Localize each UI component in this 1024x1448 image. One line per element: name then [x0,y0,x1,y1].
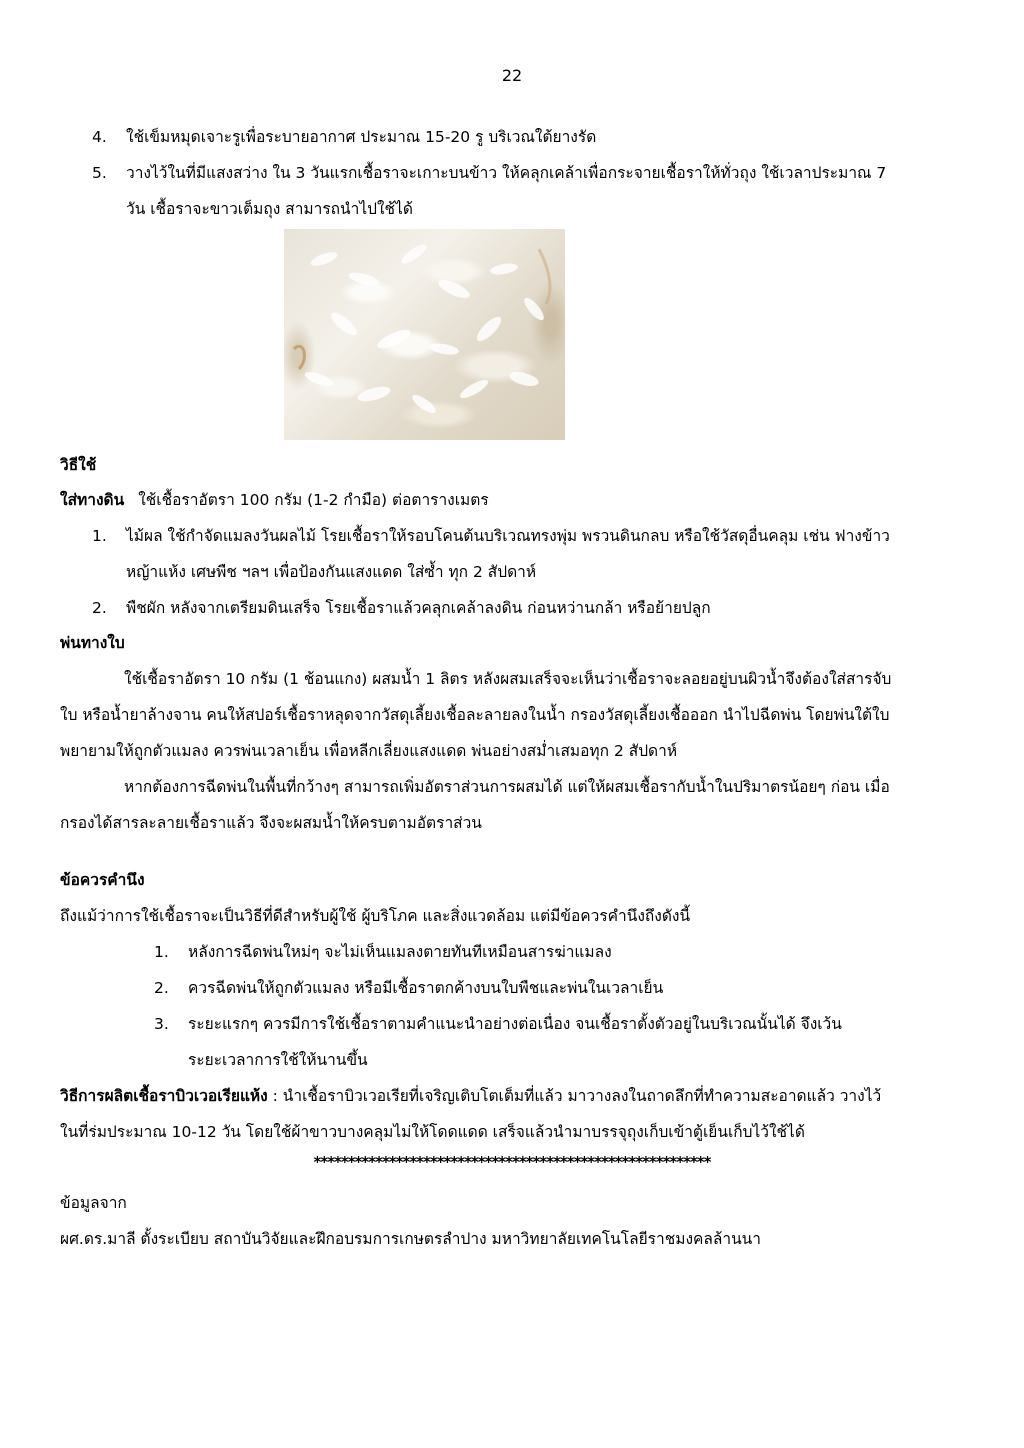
step-text: ใช้เข็มหมุดเจาะรูเพื่อระบายอากาศ ประมาณ 15-20 รู บริเวณใต้ยางรัด [126,128,597,146]
soil-text: ใช้เชื้อราอัตรา 100 กรัม (1-2 กำมือ) ต่อตารางเมตร [138,491,489,509]
step-number: 5. [92,164,107,182]
leaf-spray-heading: พ่นทางใบ [60,634,125,652]
list-item [92,595,711,620]
list-item [154,939,612,964]
list-number: 1. [92,527,107,545]
dry-method-label: วิธีการผลิตเชื้อราบิวเวอเรียแห้ง [60,1087,268,1105]
page-number: 22 [501,66,523,85]
step-item [92,160,886,185]
list-text: หลังการฉีดพ่นใหม่ๆ จะไม่เห็นแมลงตายทันทีเหมือนสารฆ่าแมลง [188,943,612,961]
list-number: 1. [154,943,169,961]
list-text-continued: ระยะเวลาการใช้ให้นานขึ้น [188,1051,368,1069]
soil-application [60,487,489,512]
list-text: ระยะแรกๆ ควรมีการใช้เชื้อราตามคำแนะนำอย่างต่อเนื่อง จนเชื้อราตั้งตัวอยู่ในบริเวณนั้นได้ จึงเว้น [188,1015,842,1033]
dry-method-line [60,1083,881,1108]
paragraph-line: หากต้องการฉีดพ่นในพื้นที่กว้างๆ สามารถเพิ่มอัตราส่วนการผสมได้ แต่ให้ผสมเชื้อรากับน้ำในปริมาตรน้อยๆ ก่อน เมื่อ [124,778,890,796]
list-item [154,1011,842,1036]
cautions-intro: ถึงแม้ว่าการใช้เชื้อราจะเป็นวิธีที่ดีสำหรับผู้ใช้ ผู้บริโภค และสิ่งแวดล้อม แต่มีข้อควรคำนึงถึงดังนี้ [60,907,691,925]
source-text: ผศ.ดร.มาลี ตั้งระเบียบ สถาบันวิจัยและฝึกอบรมการเกษตรลำปาง มหาวิทยาลัยเทคโนโลยีราชมงคลล้านนา [60,1230,761,1248]
list-number: 3. [154,1015,169,1033]
list-number: 2. [154,979,169,997]
soil-label: ใส่ทางดิน [60,491,125,509]
dry-method-line-2: ในที่ร่มประมาณ 10-12 วัน โดยใช้ผ้าขาวบางคลุมไม่ให้โดดแดด เสร็จแล้วนำมาบรรจุถุงเก็บเข้าตู้เย็นเก็บไว้ใช้ได้ [60,1123,805,1141]
list-text-continued: หญ้าแห้ง เศษพืช ฯลฯ เพื่อป้องกันแสงแดด ใส่ซ้ำ ทุก 2 สัปดาห์ [126,563,537,581]
rice-fungus-photo [284,229,565,440]
step-item [92,124,596,149]
dry-method-text: : นำเชื้อราบิวเวอเรียที่เจริญเติบโตเต็มที่แล้ว มาวางลงในถาดลึกที่ทำความสะอาดแล้ว วางไว้ [267,1087,882,1105]
list-item [92,523,890,548]
list-item [154,975,663,1000]
step-text-continued: วัน เชื้อราจะขาวเต็มถุง สามารถนำไปใช้ได้ [126,200,413,218]
list-number: 2. [92,599,107,617]
paragraph-line: พยายามให้ถูกตัวแมลง ควรพ่นเวลาเย็น เพื่อหลีกเลี่ยงแสงแดด พ่นอย่างสม่ำเสมอทุก 2 สัปดาห์ [60,742,678,760]
separator-stars: ********************************************************** [313,1153,711,1171]
list-text: ไม้ผล ใช้กำจัดแมลงวันผลไม้ โรยเชื้อราให้รอบโคนต้นบริเวณทรงพุ่ม พรวนดินกลบ หรือใช้วัสดุอื่นคลุม เช่น ฟางข้าว [126,527,890,545]
source-label: ข้อมูลจาก [60,1194,127,1212]
usage-heading: วิธีใช้ [60,456,97,474]
list-text: ควรฉีดพ่นให้ถูกตัวแมลง หรือมีเชื้อราตกค้างบนใบพืชและพ่นในเวลาเย็น [188,979,664,997]
step-text: วางไว้ในที่มีแสงสว่าง ใน 3 วันแรกเชื้อราจะเกาะบนข้าว ให้คลุกเคล้าเพื่อกระจายเชื้อราให้ทั่วถุง ใช้เวลาประมาณ 7 [126,164,887,182]
cautions-heading: ข้อควรคำนึง [60,871,145,889]
paragraph-line: ใช้เชื้อราอัตรา 10 กรัม (1 ช้อนแกง) ผสมน้ำ 1 ลิตร หลังผสมเสร็จจะเห็นว่าเชื้อราจะลอยอยู่บนผิวน้ำจึงต้องใส่สารจับ [124,670,892,688]
paragraph-line: ใบ หรือน้ำยาล้างจาน คนให้สปอร์เชื้อราหลุดจากวัสดุเลี้ยงเชื้อละลายลงในน้ำ กรองวัสดุเลี้ยงเชื้อออก นำไปฉีดพ่น โดยพ่นใต้ใบ [60,706,890,724]
step-number: 4. [92,128,107,146]
list-text: พืชผัก หลังจากเตรียมดินเสร็จ โรยเชื้อราแล้วคลุกเคล้าลงดิน ก่อนหว่านกล้า หรือย้ายปลูก [126,599,711,617]
paragraph-line: กรองได้สารละลายเชื้อราแล้ว จึงจะผสมน้ำให้ครบตามอัตราส่วน [60,814,482,832]
